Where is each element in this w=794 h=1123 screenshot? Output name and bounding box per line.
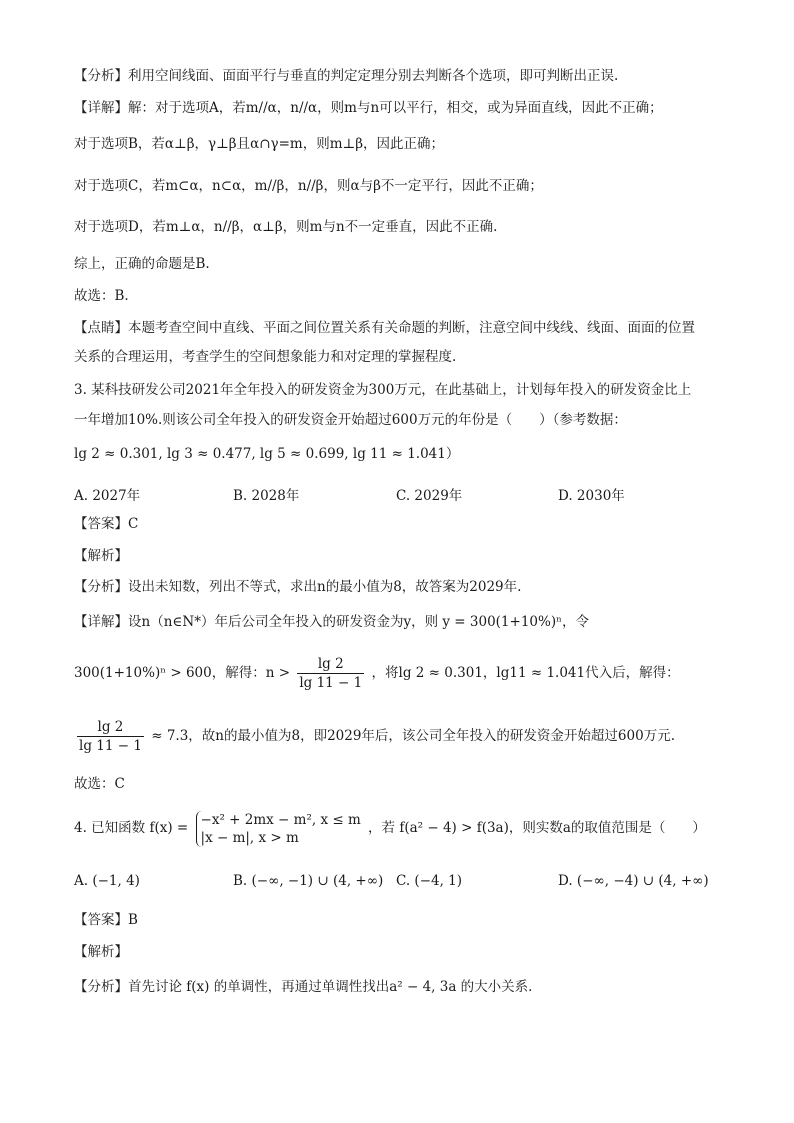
q3-inequality bbox=[74, 652, 734, 694]
q2-summary: 综上，正确的命题是B. bbox=[74, 256, 210, 272]
q2-xiangjie-c: 对于选项C，若m⊂α，n⊂α，m//β，n//β，则α与β不一定平行，因此不正确； bbox=[74, 178, 543, 194]
q4-stem-post: ，若 f(a² − 4) > f(3a)，则实数a的取值范围是（ ） bbox=[368, 820, 706, 836]
q3-choose: 故选：C bbox=[74, 776, 125, 792]
q3-frac2-den: lg 11 − 1 bbox=[79, 738, 142, 754]
q2-xiangjie-a: 【详解】解：对于选项A，若m//α，n//α，则m与n可以平行，相交，或为异面直线，因此不正确； bbox=[74, 100, 663, 116]
q4-piecewise bbox=[196, 811, 361, 847]
q4-option-a: A. (−1, 4) bbox=[74, 873, 140, 889]
q3-fraction bbox=[297, 655, 364, 692]
q3-option-a: A. 2027年 bbox=[74, 488, 141, 504]
q4-fenxi: 【分析】首先讨论 f(x) 的单调性，再通过单调性找出a² − 4, 3a 的大小关系. bbox=[74, 979, 533, 995]
q3-xiangjie-1b: y = 300(1+10%)ⁿ，令 bbox=[442, 614, 589, 630]
q3-xiangjie-1 bbox=[74, 612, 734, 632]
q2-choose: 故选：B. bbox=[74, 288, 129, 304]
q3-option-c: C. 2029年 bbox=[396, 488, 463, 504]
q4-answer: 【答案】B bbox=[74, 912, 138, 928]
q3-approx: ≈ 7.3，故n的最小值为8，即2029年后，该公司全年投入的研发资金开始超过600万元. bbox=[151, 728, 675, 744]
q2-xiangjie-b: 对于选项B，若α⊥β，γ⊥β且α∩γ=m，则m⊥β，因此正确； bbox=[74, 136, 445, 152]
q4-jiexi: 【解析】 bbox=[74, 944, 128, 960]
q3-ineq-left: 300(1+10%)ⁿ > 600，解得：n > bbox=[74, 665, 291, 681]
q3-stem-3: lg 2 ≈ 0.301, lg 3 ≈ 0.477, lg 5 ≈ 0.699, lg 11 ≈ 1.041） bbox=[74, 446, 460, 462]
q2-dianjing-2: 关系的合理运用，考查学生的空间想象能力和对定理的掌握程度. bbox=[74, 349, 457, 365]
q3-xiangjie-1a: 【详解】设n（n∈N*）年后公司全年投入的研发资金为y，则 bbox=[74, 614, 439, 630]
q4-option-b: B. (−∞, −1) ∪ (4, +∞) bbox=[233, 873, 384, 889]
q3-option-b: B. 2028年 bbox=[233, 488, 300, 504]
q3-option-d: D. 2030年 bbox=[558, 488, 625, 504]
q4-option-c: C. (−4, 1) bbox=[396, 873, 463, 889]
q2-xiangjie-d: 对于选项D，若m⊥α，n//β，α⊥β，则m与n不一定垂直，因此不正确. bbox=[74, 219, 498, 235]
q4-stem bbox=[74, 806, 734, 850]
q4-option-d: D. (−∞, −4) ∪ (4, +∞) bbox=[558, 873, 709, 889]
q3-stem-1: 3. 某科技研发公司2021年全年投入的研发资金为300万元，在此基础上，计划每年投入的研发资金比上 bbox=[74, 382, 692, 398]
q3-fenxi: 【分析】设出未知数，列出不等式，求出n的最小值为8，故答案为2029年. bbox=[74, 579, 522, 595]
q3-ineq-right: ，将lg 2 ≈ 0.301，lg11 ≈ 1.041代入后，解得： bbox=[371, 665, 680, 681]
q3-answer: 【答案】C bbox=[74, 516, 139, 532]
q3-jiexi: 【解析】 bbox=[74, 548, 128, 564]
q3-frac-den: lg 11 − 1 bbox=[299, 675, 363, 691]
q4-piece-1: −x² + 2mx − m², x ≤ m bbox=[200, 811, 361, 828]
q4-stem-pre: 4. 已知函数 f(x) = bbox=[74, 820, 189, 836]
q2-fenxi: 【分析】利用空间线面、面面平行与垂直的判定定理分别去判断各个选项，即可判断出正误. bbox=[74, 68, 619, 84]
q3-fraction-2 bbox=[77, 718, 144, 755]
q3-approx-line bbox=[74, 715, 734, 757]
q3-frac2-num: lg 2 bbox=[77, 718, 144, 737]
q4-piece-2: |x − m|, x > m bbox=[200, 829, 299, 846]
q2-dianjing-1: 【点睛】本题考查空间中直线、平面之间位置关系有关命题的判断，注意空间中线线、线面、面面的位置 bbox=[74, 320, 695, 336]
q3-frac-num: lg 2 bbox=[297, 655, 364, 674]
q3-stem-2: 一年增加10%.则该公司全年投入的研发资金开始超过600万元的年份是（ ）（参考数据： bbox=[74, 412, 627, 428]
